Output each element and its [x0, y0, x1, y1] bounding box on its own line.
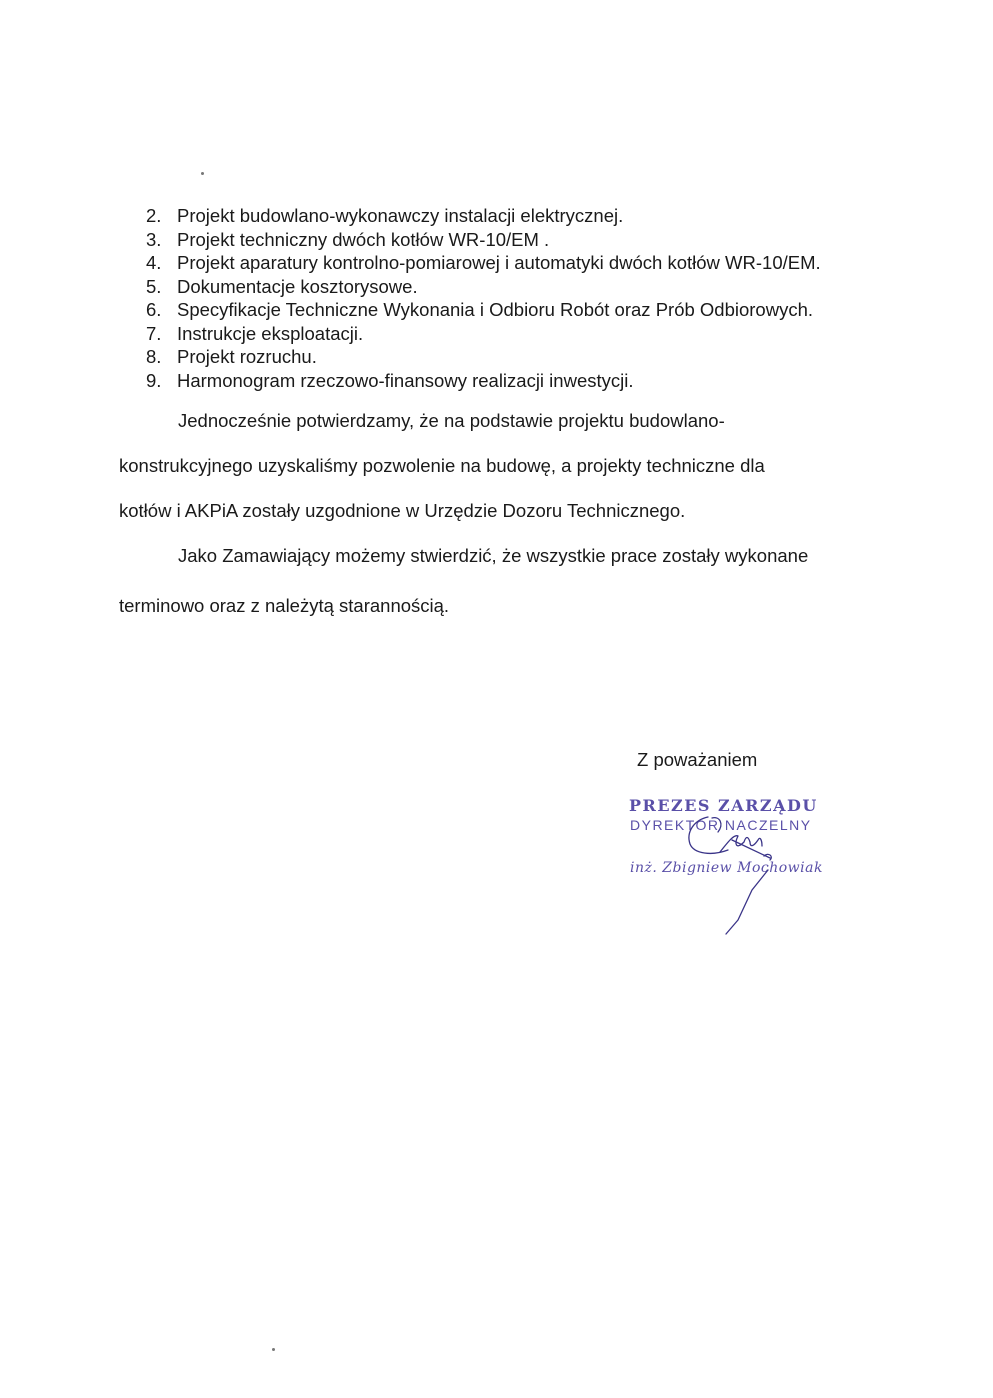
list-item-text: Projekt budowlano-wykonawczy instalacji elektrycznej.	[177, 205, 624, 226]
list-item-text: Specyfikacje Techniczne Wykonania i Odbioru Robót oraz Prób Odbiorowych.	[177, 299, 814, 320]
list-item-text: Instrukcje eksploatacji.	[177, 322, 364, 344]
list-item-text: Projekt aparatury kontrolno-pomiarowej i automatyki dwóch kotłów WR-10/EM.	[177, 252, 821, 273]
list-item-number: 3.	[146, 228, 162, 250]
stamp-position: DYREKTOR NACZELNY	[630, 817, 812, 833]
list-item-number: 7.	[146, 322, 162, 344]
paragraph-1-line-1: Jednocześnie potwierdzamy, że na podstawie projektu budowlano-	[178, 410, 725, 431]
scan-speck	[272, 1348, 275, 1351]
list-item	[146, 275, 821, 299]
paragraph-2-line-2: terminowo oraz z należytą starannością.	[119, 595, 450, 616]
list-item	[146, 298, 821, 322]
list-item-text: Projekt rozruchu.	[177, 346, 317, 367]
list-item-text: Harmonogram rzeczowo-finansowy realizacji inwestycji.	[177, 369, 634, 391]
list-item-text: Dokumentacje kosztorysowe.	[177, 275, 418, 297]
document-list	[146, 204, 821, 392]
list-item	[146, 228, 821, 252]
list-item-text: Projekt techniczny dwóch kotłów WR-10/EM .	[177, 228, 550, 250]
list-item-number: 5.	[146, 275, 162, 297]
list-item	[146, 369, 821, 393]
list-item-number: 6.	[146, 299, 162, 320]
handwritten-signature	[650, 812, 810, 942]
list-item-number: 9.	[146, 369, 162, 391]
paragraph-1-line-3: kotłów i AKPiA zostały uzgodnione w Urzędzie Dozoru Technicznego.	[119, 500, 686, 521]
closing-salutation: Z poważaniem	[637, 749, 758, 770]
list-item	[146, 204, 821, 228]
stamp-title: PREZES ZARZĄDU	[629, 796, 818, 815]
scan-speck	[201, 172, 204, 175]
list-item-number: 8.	[146, 346, 162, 367]
stamp-name: inż. Zbigniew Mochowiak	[630, 860, 823, 876]
list-item-number: 2.	[146, 205, 162, 226]
list-item	[146, 345, 821, 369]
list-item-number: 4.	[146, 252, 162, 273]
paragraph-2-line-1: Jako Zamawiający możemy stwierdzić, że wszystkie prace zostały wykonane	[178, 545, 809, 566]
list-item	[146, 251, 821, 275]
paragraph-1-line-2: konstrukcyjnego uzyskaliśmy pozwolenie na budowę, a projekty techniczne dla	[119, 455, 765, 476]
list-item	[146, 322, 821, 346]
